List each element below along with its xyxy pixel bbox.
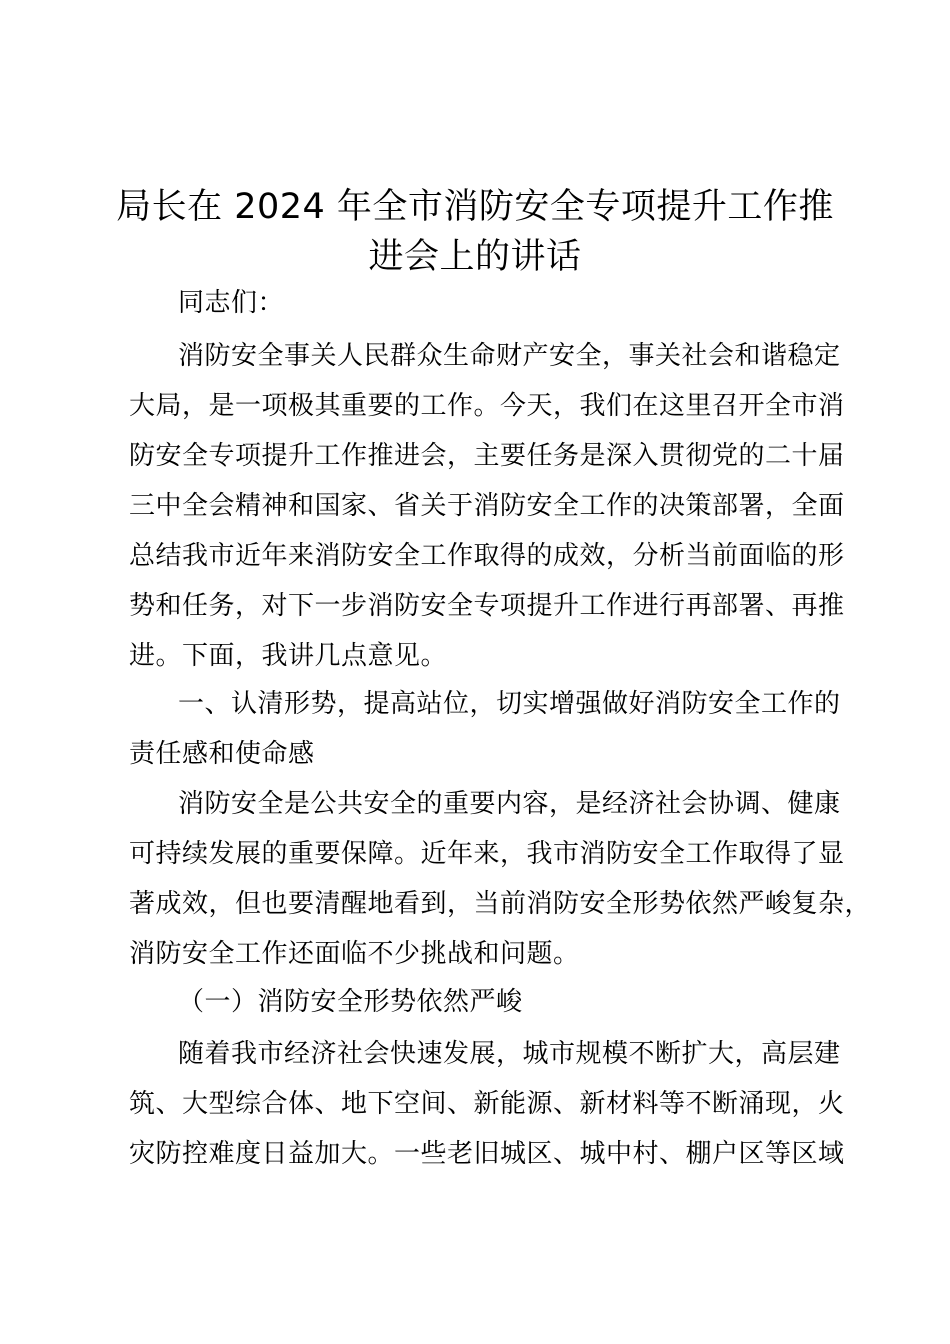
- paragraph-line: 总结我市近年来消防安全工作取得的成效，分析当前面临的形: [129, 541, 845, 571]
- paragraph-line: 消防安全事关人民群众生命财产安全，事关社会和谐稳定: [178, 341, 841, 371]
- paragraph-line: 消防安全是公共安全的重要内容，是经济社会协调、健康: [178, 789, 841, 819]
- paragraph-line: 防安全专项提升工作推进会，主要任务是深入贯彻党的二十届: [129, 441, 845, 471]
- section-heading-line: 一、认清形势，提高站位，切实增强做好消防安全工作的: [178, 689, 841, 719]
- paragraph-line: 大局，是一项极其重要的工作。今天，我们在这里召开全市消: [129, 391, 845, 421]
- paragraph-line: 可持续发展的重要保障。近年来，我市消防安全工作取得了显: [129, 839, 845, 869]
- section-heading-line: 责任感和使命感: [129, 739, 315, 769]
- paragraph-line: 筑、大型综合体、地下空间、新能源、新材料等不断涌现，火: [129, 1089, 845, 1119]
- document-title-line-1: 局长在 2024 年全市消防安全专项提升工作推: [116, 187, 834, 227]
- paragraph-line: 消防安全工作还面临不少挑战和问题。: [129, 939, 580, 969]
- document-title-line-2: 进会上的讲话: [368, 237, 582, 277]
- paragraph-line: 随着我市经济社会快速发展，城市规模不断扩大，高层建: [178, 1039, 841, 1069]
- subsection-heading: （一）消防安全形势依然严峻: [178, 987, 523, 1017]
- paragraph-line: 灾防控难度日益加大。一些老旧城区、城中村、棚户区等区域: [129, 1139, 845, 1169]
- paragraph-line: 进。下面，我讲几点意见。: [129, 641, 448, 671]
- paragraph-line: 势和任务，对下一步消防安全专项提升工作进行再部署、再推: [129, 591, 845, 621]
- paragraph-line: 著成效，但也要清醒地看到，当前消防安全形势依然严峻复杂，: [129, 889, 872, 919]
- salutation: 同志们：: [178, 288, 285, 318]
- paragraph-line: 三中全会精神和国家、省关于消防安全工作的决策部署，全面: [129, 491, 845, 521]
